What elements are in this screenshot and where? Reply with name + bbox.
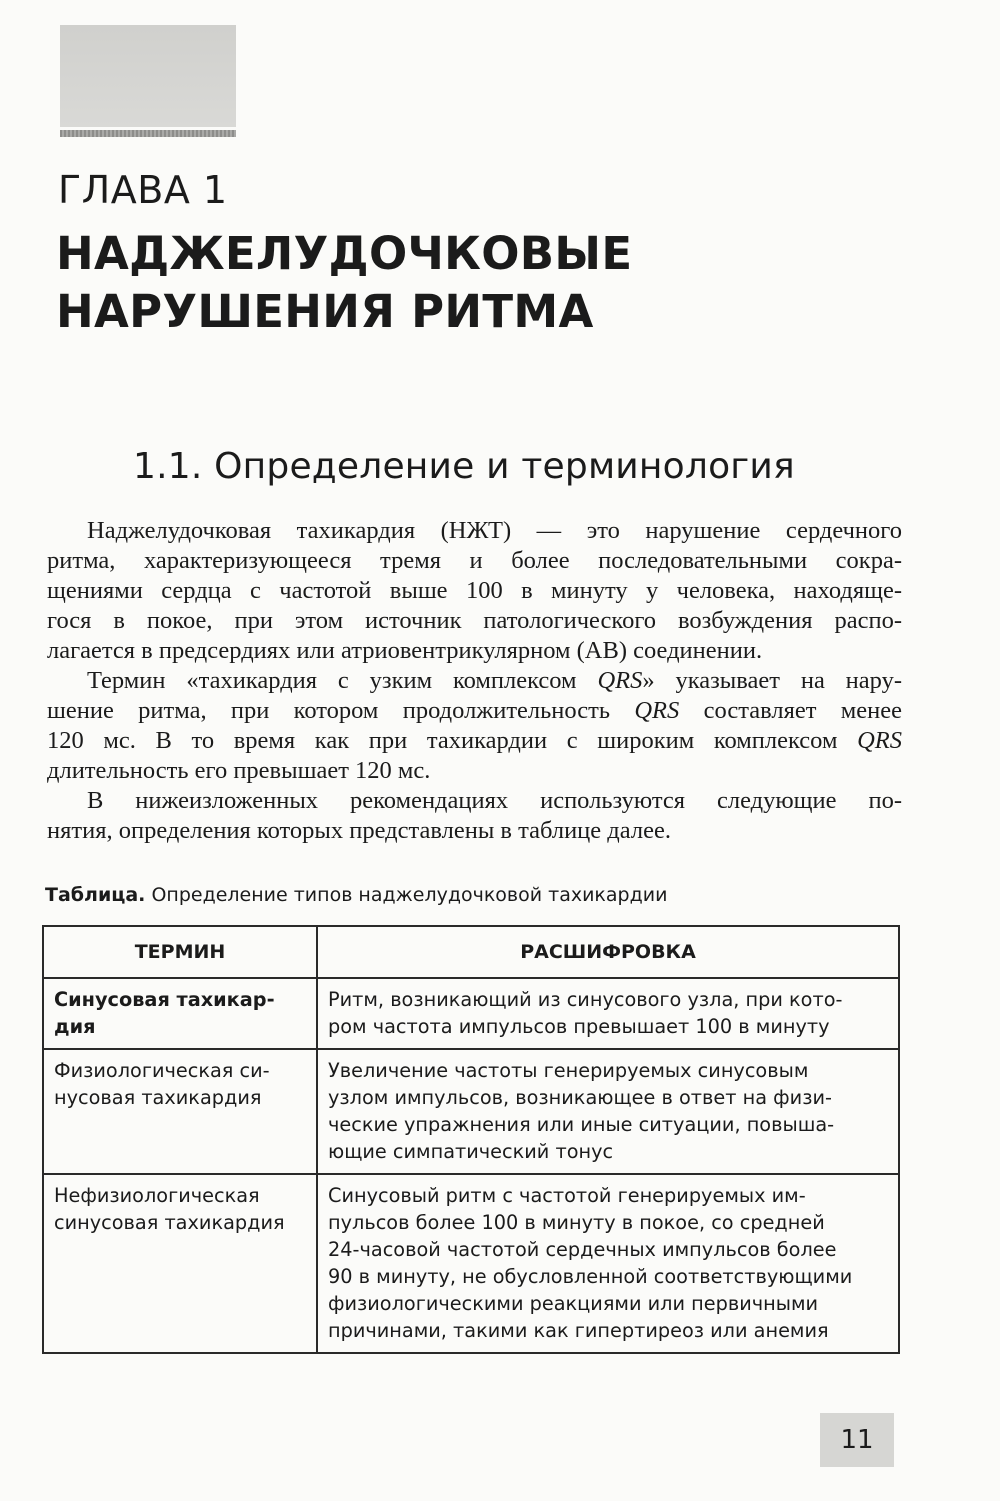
section-title: 1.1. Определение и терминология bbox=[133, 446, 795, 487]
cell-line: физиологическими реакциями или первичными bbox=[328, 1292, 819, 1315]
chapter-tab-decoration bbox=[60, 25, 236, 127]
cell-line: Увеличение частоты генерируемых синусовым bbox=[328, 1059, 809, 1082]
text-line: гося в покое, при этом источник патологического возбуждения распо- bbox=[47, 607, 902, 634]
text-line: 120 мс. В то время как при тахикардии с широким комплексом QRS bbox=[47, 727, 902, 754]
definition-cell bbox=[317, 1174, 899, 1353]
cell-line: Физиологическая си- bbox=[54, 1059, 270, 1082]
chapter-title-line: НАДЖЕЛУДОЧКОВЫЕ bbox=[56, 227, 633, 280]
paragraph-2 bbox=[47, 666, 902, 786]
definition-cell bbox=[317, 1049, 899, 1174]
cell-line: Синусовый ритм с частотой генерируемых им- bbox=[328, 1184, 806, 1207]
paragraph-3 bbox=[47, 786, 902, 846]
cell-line: причинами, такими как гипертиреоз или анемия bbox=[328, 1319, 829, 1342]
term-cell bbox=[43, 978, 317, 1049]
definitions-table bbox=[42, 925, 900, 1354]
table-caption-label: Таблица. bbox=[45, 884, 146, 906]
cell-line: 24-часовой частотой сердечных импульсов более bbox=[328, 1238, 837, 1261]
table-row bbox=[43, 978, 899, 1049]
text-line: Термин «тахикардия с узким комплексом QRS» указывает на нару- bbox=[87, 667, 902, 694]
chapter-label: ГЛАВА 1 bbox=[58, 168, 228, 212]
page-number: 11 bbox=[840, 1425, 874, 1455]
text-line: нятия, определения которых представлены в таблице далее. bbox=[47, 817, 671, 844]
text-line: В нижеизложенных рекомендациях используются следующие по- bbox=[87, 787, 902, 814]
term-cell bbox=[43, 1049, 317, 1174]
cell-line: пульсов более 100 в минуту в покое, со средней bbox=[328, 1211, 825, 1234]
table-row bbox=[43, 1174, 899, 1353]
table-header-row bbox=[43, 926, 899, 978]
text-line: ритма, характеризующееся тремя и более последовательными сокра- bbox=[47, 547, 902, 574]
cell-line: ческие упражнения или иные ситуации, повыша- bbox=[328, 1113, 835, 1136]
term-cell bbox=[43, 1174, 317, 1353]
table-caption-text: Определение типов наджелудочковой тахикардии bbox=[145, 884, 668, 906]
cell-line: узлом импульсов, возникающее в ответ на физи- bbox=[328, 1086, 832, 1109]
cell-line: Синусовая тахикар- bbox=[54, 988, 275, 1011]
text-line: щениями сердца с частотой выше 100 в минуту у человека, находяще- bbox=[47, 577, 902, 604]
definition-cell bbox=[317, 978, 899, 1049]
text-line: длительность его превышает 120 мс. bbox=[47, 757, 431, 784]
chapter-title bbox=[56, 225, 776, 341]
cell-line: 90 в минуту, не обусловленной соответствующими bbox=[328, 1265, 853, 1288]
chapter-title-line: НАРУШЕНИЯ РИТМА bbox=[56, 285, 594, 338]
cell-line: дия bbox=[54, 1015, 96, 1038]
text-line: лагается в предсердиях или атриовентрикулярном (АВ) соединении. bbox=[47, 637, 763, 664]
text-line: шение ритма, при котором продолжительность QRS составляет менее bbox=[47, 697, 902, 724]
cell-line: ром частота импульсов превышает 100 в минуту bbox=[328, 1015, 830, 1038]
column-header-definition: РАСШИФРОВКА bbox=[317, 926, 899, 978]
column-header-term: ТЕРМИН bbox=[43, 926, 317, 978]
table-row bbox=[43, 1049, 899, 1174]
body-text bbox=[47, 516, 902, 846]
cell-line: нусовая тахикардия bbox=[54, 1086, 262, 1109]
cell-line: Ритм, возникающий из синусового узла, при кото- bbox=[328, 988, 843, 1011]
chapter-tab-rule bbox=[60, 130, 236, 137]
cell-line: ющие симпатический тонус bbox=[328, 1140, 614, 1163]
table-caption bbox=[45, 884, 667, 906]
cell-line: синусовая тахикардия bbox=[54, 1211, 285, 1234]
cell-line: Нефизиологическая bbox=[54, 1184, 260, 1207]
text-line: Наджелудочковая тахикардия (НЖТ) — это нарушение сердечного bbox=[87, 517, 902, 544]
paragraph-1 bbox=[47, 516, 902, 666]
